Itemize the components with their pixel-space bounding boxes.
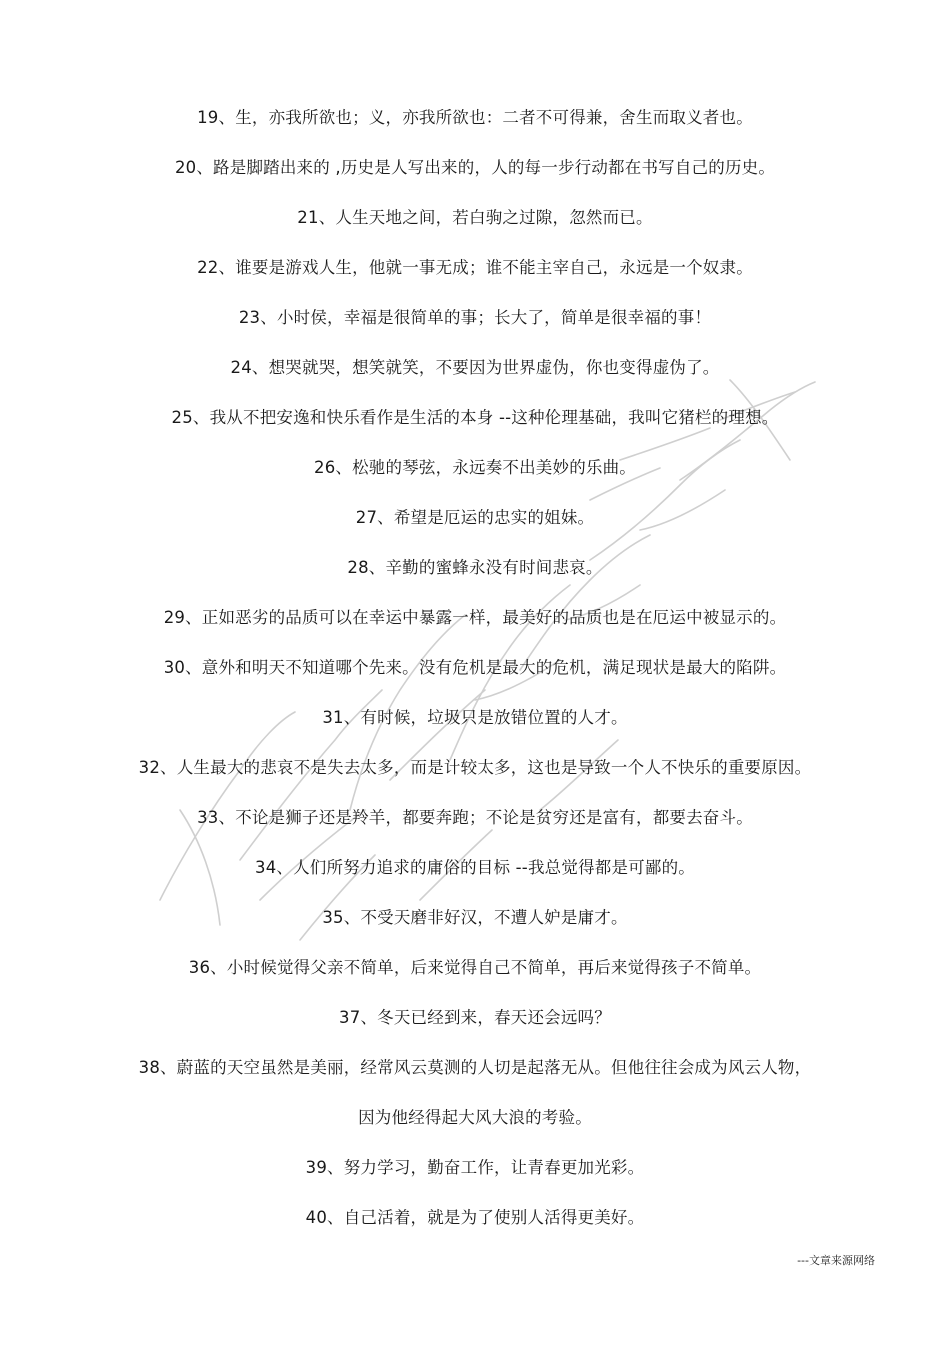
source-footer: ---文章来源网络 [797, 1254, 875, 1267]
quote-line: 39、努力学习，勤奋工作，让青春更加光彩。 [305, 1158, 645, 1177]
quote-line-continuation: 因为他经得起大风大浪的考验。 [358, 1108, 592, 1127]
quote-line: 38、蔚蓝的天空虽然是美丽，经常风云莫测的人切是起落无从。但他往往会成为风云人物， [138, 1058, 812, 1077]
quote-line: 23、小时侯，幸福是很简单的事；长大了，简单是很幸福的事！ [238, 308, 712, 327]
quote-list [0, 103, 950, 1253]
quote-line: 34、人们所努力追求的庸俗的目标 --我总觉得都是可鄙的。 [255, 858, 695, 877]
quote-line: 22、谁要是游戏人生，他就一事无成；谁不能主宰自己，永远是一个奴隶。 [197, 258, 753, 277]
quote-line: 26、松驰的琴弦，永远奏不出美妙的乐曲。 [314, 458, 636, 477]
quote-line: 25、我从不把安逸和快乐看作是生活的本身 --这种伦理基础，我叫它猪栏的理想。 [171, 408, 779, 427]
quote-line: 36、小时候觉得父亲不简单，后来觉得自己不简单，再后来觉得孩子不简单。 [188, 958, 762, 977]
quote-line: 31、有时候，垃圾只是放错位置的人才。 [322, 708, 628, 727]
quote-line: 28、辛勤的蜜蜂永没有时间悲哀。 [347, 558, 603, 577]
quote-line: 40、自己活着，就是为了使别人活得更美好。 [305, 1208, 645, 1227]
quote-line: 27、希望是厄运的忠实的姐妹。 [355, 508, 595, 527]
quote-line: 24、想哭就哭，想笑就笑，不要因为世界虚伪，你也变得虚伪了。 [230, 358, 720, 377]
quote-line: 35、不受天磨非好汉，不遭人妒是庸才。 [322, 908, 628, 927]
quote-line: 37、冬天已经到来，春天还会远吗？ [339, 1008, 611, 1027]
quote-line: 29、正如恶劣的品质可以在幸运中暴露一样，最美好的品质也是在厄运中被显示的。 [163, 608, 787, 627]
quote-line: 32、人生最大的悲哀不是失去太多，而是计较太多，这也是导致一个人不快乐的重要原因。 [138, 758, 812, 777]
quote-line: 19、生，亦我所欲也；义，亦我所欲也：二者不可得兼，舍生而取义者也。 [197, 108, 753, 127]
quote-line: 20、路是脚踏出来的 ,历史是人写出来的，人的每一步行动都在书写自己的历史。 [174, 158, 776, 177]
quote-line: 21、人生天地之间，若白驹之过隙，忽然而已。 [297, 208, 653, 227]
quote-line: 30、意外和明天不知道哪个先来。没有危机是最大的危机，满足现状是最大的陷阱。 [163, 658, 787, 677]
quote-line: 33、不论是狮子还是羚羊，都要奔跑；不论是贫穷还是富有，都要去奋斗。 [197, 808, 753, 827]
